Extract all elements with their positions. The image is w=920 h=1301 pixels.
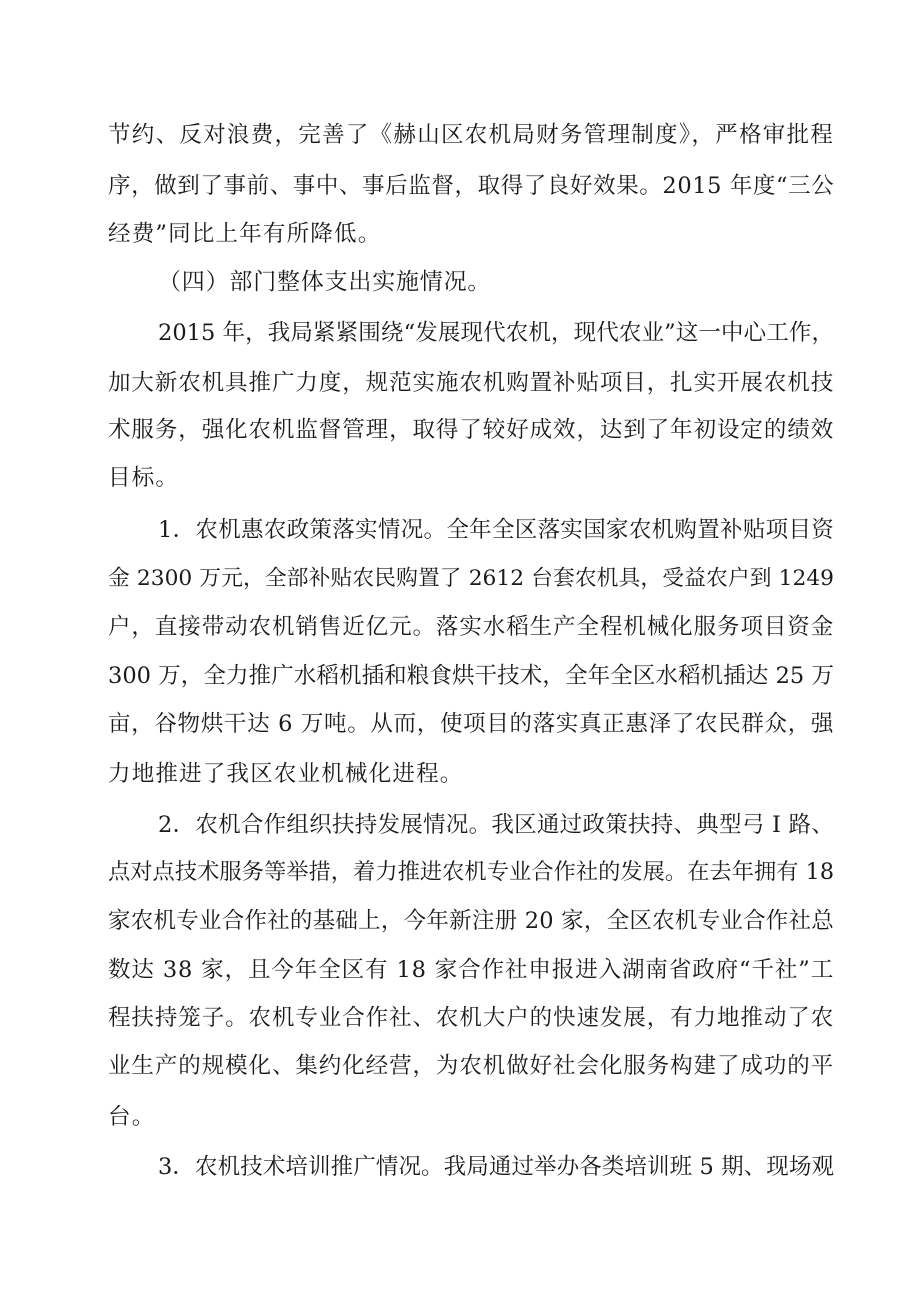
text-line: 2015 年，我局紧紧围绕“发展现代农机，现代农业”这一中心工作， — [158, 320, 834, 346]
text-line: 业生产的规模化、集约化经营，为农机做好社会化服务构建了成功的平 — [108, 1053, 834, 1079]
text-line: 加大新农机具推广力度，规范实施农机购置补贴项目，扎实开展农机技 — [108, 370, 834, 396]
text-line: 家农机专业合作社的基础上，今年新注册 20 家，全区农机专业合作社总 — [108, 908, 834, 934]
text-line: 户，直接带动农机销售近亿元。落实水稻生产全程机械化服务项目资金 — [108, 614, 834, 640]
text-line: 程扶持笼子。农机专业合作社、农机大户的快速发展，有力地推动了农 — [108, 1005, 834, 1031]
text-line: 力地推进了我区农业机械化进程。 — [108, 761, 464, 787]
text-line: 术服务，强化农机监督管理，取得了较好成效，达到了年初设定的绩效 — [108, 417, 834, 443]
section-heading: （四）部门整体支出实施情况。 — [158, 269, 492, 295]
text-line: 经费”同比上年有所降低。 — [108, 221, 382, 247]
text-line: 点对点技术服务等举措，着力推进农机专业合作社的发展。在去年拥有 18 — [108, 859, 834, 885]
text-line: 1．农机惠农政策落实情况。全年全区落实国家农机购置补贴项目资 — [158, 517, 834, 543]
text-line: 节约、反对浪费，完善了《赫山区农机局财务管理制度》，严格审批程 — [108, 122, 834, 148]
text-line: 台。 — [108, 1104, 156, 1130]
text-line: 数达 38 家，且今年全区有 18 家合作社申报进入湖南省政府“千社”工 — [108, 957, 834, 983]
text-line: 2．农机合作组织扶持发展情况。我区通过政策扶持、典型弓 I 路、 — [158, 812, 834, 838]
text-line: 金 2300 万元，全部补贴农民购置了 2612 台套农机具，受益农户到 1249 — [108, 566, 834, 591]
text-line: 3．农机技术培训推广情况。我局通过举办各类培训班 5 期、现场观 — [158, 1154, 834, 1180]
text-line: 目标。 — [108, 465, 180, 491]
text-line: 300 万，全力推广水稻机插和粮食烘干技术，全年全区水稻机插达 25 万 — [108, 663, 834, 689]
text-line: 序，做到了事前、事中、事后监督，取得了良好效果。2015 年度“三公 — [108, 173, 835, 199]
text-line: 亩，谷物烘干达 6 万吨。从而，使项目的落实真正惠泽了农民群众，强 — [108, 711, 834, 737]
